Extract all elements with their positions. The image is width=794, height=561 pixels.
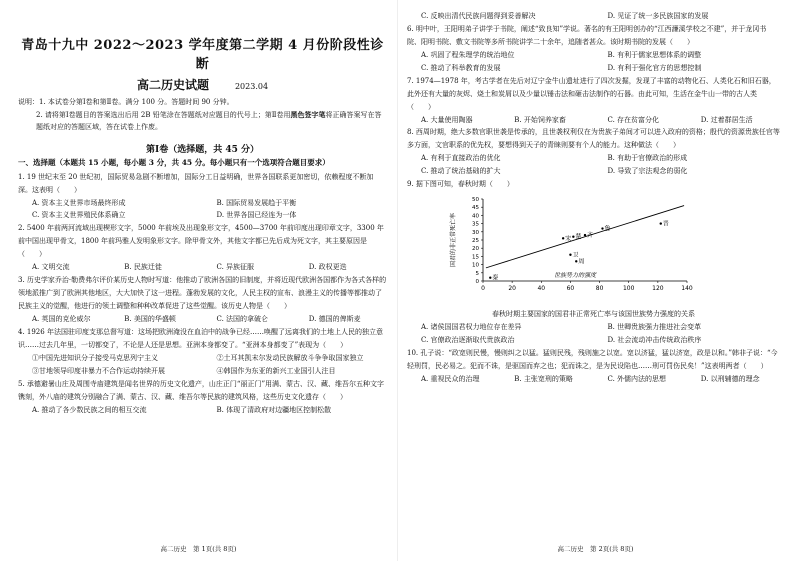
question-10-options <box>407 373 780 386</box>
y-tick-label: 15 <box>472 254 479 261</box>
question-3: 3. 历史学家乔治·勒费弗尔评价某历史人物时写道：他推动了欧洲各国的旧制度，并将近现代欧洲各国都作为各式各样的领地派推广到了欧洲其他地区，大大加快了这一进程。蓬勃发展的文化，人民主权的宣布、浪漫主义的传播等都推动了民族主义的觉醒，他进行的领土调整和种种改革促进了这些觉醒。该历史人物是（ ） <box>18 276 387 311</box>
data-point <box>601 227 603 229</box>
question-1: 1. 19 世纪末至 20 世纪初，国际贸易急剧不断增加，国际分工日益明确，世界各国联系更加密切，依赖程度不断加深。这表明（ ） <box>18 172 374 194</box>
y-tick-label: 10 <box>472 262 479 269</box>
option: C. 资本主义世界殖民体系确立 <box>32 211 126 220</box>
note-2-part-a: 2. 请将第Ⅰ卷题目的答案选出后用 2B 铅笔涂在答题纸对应题目的代号上；第Ⅱ卷用 <box>36 110 291 119</box>
question-6: 6. 明中叶，王阳明弟子讲学于书院，阐述“致良知”学说。著名的有王阳明创办的“江西濂溪学校之不建”，并于龙冈书院、阳明书院、敷文书院等多所书院讲学二十余年，追随者甚众。该时期书院的发展（ ） <box>407 24 767 46</box>
note-2-part-c: 将正确答案写在答题纸对应的答题区域，答在试卷上作废。 <box>36 110 382 131</box>
option: A. 文明交流 <box>32 263 70 272</box>
data-point <box>489 277 491 279</box>
x-tick-label: 60 <box>566 285 575 293</box>
option: A. 巩固了程朱理学的统治地位 <box>421 50 515 59</box>
option: C. 存在贫富分化 <box>607 115 660 124</box>
option: A. 重视民众的治理 <box>421 374 480 383</box>
exam-date: 2023.04 <box>234 82 269 91</box>
y-tick-label: 40 <box>472 213 479 220</box>
x-tick-label: 100 <box>622 285 635 293</box>
page-footer-left: 高二历史 第 1页(共 8页) <box>160 545 237 553</box>
option: C. 推动了科举教育的发展 <box>421 63 501 72</box>
note-line-1: 说明：1. 本试卷分第Ⅰ卷和第Ⅱ卷。满分 100 分。答题时间 90 分钟。 <box>18 98 234 106</box>
exam-subtitle <box>18 76 387 93</box>
option: ③甘地领导印度非暴力不合作运动持续开展 <box>32 366 165 375</box>
option: B. 有利于儒家思想体系的调整 <box>607 50 702 59</box>
question-4-options <box>18 352 387 378</box>
y-tick-label: 50 <box>472 197 479 204</box>
chart-svg <box>447 193 697 305</box>
data-point-label: 鲁 <box>604 225 611 233</box>
note-line-2 <box>18 109 387 134</box>
page-right <box>397 0 794 561</box>
option: D. 世界各国已经连为一体 <box>216 211 297 220</box>
question-9-options <box>407 321 780 347</box>
question-10: 10. 孔子说：“政宽则民慢，慢则纠之以猛。猛则民残，残则施之以宽。宽以济猛，猛以济宽，政是以和。”韩非子说：“今轻刑罚，民必易之。犯而不诛，是驱国而弃之也；犯而诛之，是为民设陷也……刑可罚伤民矣！”这表明两者（ ） <box>407 349 778 370</box>
option: A. 有利于直接政治的优化 <box>421 154 501 163</box>
data-point <box>660 223 662 225</box>
question-5-options <box>18 404 387 417</box>
option: ②土耳其凯末尔发动民族解放斗争争取国家独立 <box>216 353 364 362</box>
option: C. 外儒内法的思想 <box>607 374 667 383</box>
data-point <box>584 234 586 236</box>
x-tick-label: 140 <box>681 285 693 293</box>
option: D. 见证了统一多民族国家的发展 <box>607 12 709 20</box>
x-tick-label: 120 <box>652 285 664 293</box>
option: B. 国际贸易发展趋于平衡 <box>216 198 297 207</box>
question-4: 4. 1926 年法国驻印度支那总督写道：这场把欧洲淹没在血泊中的战争已经……唤醒了远离我们的土地上人民的独立意识……过去几年里，一切都变了，不论是人还是思想。亚洲本身都变了。“亚洲本身都变了”表现为（ ） <box>18 327 383 349</box>
x-tick-label: 80 <box>595 285 604 293</box>
x-tick-label: 20 <box>508 285 516 293</box>
data-point <box>575 260 577 262</box>
data-point <box>562 237 564 239</box>
option: B. 开始饲养家畜 <box>514 115 566 124</box>
option: D. 德国的俾斯麦 <box>308 314 361 323</box>
option: A. 推动了各少数民族之间的相互交流 <box>32 405 147 414</box>
option: ④韩国作为东亚的新兴工业国引人注目 <box>216 366 336 375</box>
question-9: 9. 据下图可知，春秋时期（ ） <box>407 180 514 189</box>
option: B. 世卿贵族强力推进社会变革 <box>607 323 702 332</box>
y-axis-label: 国君的非正常死亡率 <box>450 213 457 268</box>
data-point-label: 周 <box>578 258 585 266</box>
question-5: 5. 承德避暑山庄及周围寺庙建筑是闻名世界的历史文化遗产，山庄正门“丽正门”用满、蒙古、汉、藏、维吾尔五种文字镌刻，外八庙的建筑分别融合了满、蒙古、汉、藏、维吾尔等民族的建筑风格，这些历史文化遗存（ ） <box>18 379 385 401</box>
section-instruction: 一、选择题（本题共 15 小题，每小题 3 分，共 45 分。每小题只有一个选项符合题目要求） <box>18 157 330 167</box>
data-point-label: 宋 <box>565 235 572 243</box>
option: C. 官僚政治逐渐取代贵族政治 <box>421 336 515 345</box>
option: D. 有利于强化官方的思想控制 <box>607 63 702 72</box>
y-tick-label: 20 <box>472 246 479 253</box>
y-tick-label: 25 <box>472 238 479 245</box>
option: D. 导致了宗法观念的弱化 <box>607 167 688 176</box>
question-7-options <box>407 114 780 127</box>
note-2-bold: 黑色签字笔 <box>290 109 326 119</box>
chart-caption: 春秋时期主要国家的国君非正常死亡率与该国世族势力强度的关系 <box>492 310 695 319</box>
question-6-options <box>407 49 780 75</box>
option: C. 法国的拿破仑 <box>216 314 269 323</box>
option: D. 政权更迭 <box>308 263 347 272</box>
x-axis-label: 世族势力的强度 <box>553 272 597 280</box>
y-tick-label: 45 <box>472 205 479 212</box>
data-point-label: 秦 <box>492 274 499 282</box>
question-2: 2. 5400 年前两河流域出现楔形文字，5000 年前埃及出现象形文字，4500—3700 年前印度出现印章文字，3300 年前中国出现甲骨文，1800 年前玛雅人发明象形文字。除甲骨文外，其他文字都已先后成为死文字，其主要原因是（ ） <box>18 224 384 259</box>
option: D. 社会流动冲击传统政治秩序 <box>607 336 702 345</box>
option: B. 体现了清政府对边疆地区控制松散 <box>216 405 332 414</box>
data-point-label: 楚 <box>575 233 582 241</box>
data-point-label: 卫 <box>572 251 579 259</box>
data-point <box>569 254 571 256</box>
exam-title: 青岛十九中 2022～2023 学年度第二学期 4 月份阶段性诊断 <box>21 38 384 72</box>
option: B. 美国的华盛顿 <box>124 314 176 323</box>
x-tick-label: 40 <box>537 285 546 293</box>
subject-title: 高二历史试题 <box>136 78 209 92</box>
option: B. 有助于官僚政治的形成 <box>607 154 688 163</box>
option: C. 反映出清代民族问题得到妥善解决 <box>421 12 536 20</box>
option: C. 异族征服 <box>216 263 255 272</box>
data-point-label: 晋 <box>662 220 669 228</box>
question-5-options-cont <box>407 10 780 23</box>
question-8-options <box>407 152 780 178</box>
question-2-options <box>18 261 387 274</box>
option: ①中国先进知识分子接受马克思列宁主义 <box>32 353 158 362</box>
option: A. 资本主义世界市场最终形成 <box>32 198 126 207</box>
option: C. 推动了统治基础的扩大 <box>421 167 501 176</box>
data-point-label: 齐 <box>587 232 594 240</box>
question-3-options <box>18 313 387 326</box>
y-tick-label: 5 <box>475 270 479 277</box>
scatter-chart <box>447 193 780 309</box>
option: D. 以刑辅德的理念 <box>700 374 760 383</box>
section-heading: 第Ⅰ卷（选择题，共 45 分） <box>145 144 259 155</box>
option: A. 大量使用陶器 <box>421 115 473 124</box>
option: B. 主张宽刑的策略 <box>514 374 573 383</box>
question-1-options <box>18 197 387 223</box>
trend-line <box>486 206 684 268</box>
y-tick-label: 30 <box>472 229 479 236</box>
option: D. 过着群居生活 <box>700 115 753 124</box>
question-8: 8. 西周时期，绝大多数官职世袭是传承的，且世袭权利仅在为贵族子弟间才可以进入政府的资格；殷代的资源贵族任官等多方面，文官职系的优先权，要想得到天子的青睐则要有个人的能力。这种做法（ ） <box>407 128 780 150</box>
option: B. 民族迁徙 <box>124 263 162 272</box>
option: A. 诸侯国国君权力地位存在差异 <box>421 323 522 332</box>
data-point <box>572 236 574 238</box>
page-footer-right: 高二历史 第 2页(共 8页) <box>557 545 634 553</box>
y-tick-label: 35 <box>472 221 479 228</box>
question-7: 7. 1974—1978 年，考古学者在先后对辽宁金牛山遗址进行了四次发掘，发现了丰富的动物化石、人类化石和旧石器，此外还有大量的灰烬、烧土和炭屑以及少量以锤击法和砸击法制作的石器。由此可知，生活在金牛山一带的古人类（ ） <box>407 76 776 111</box>
option: A. 英国的克伦威尔 <box>32 314 91 323</box>
x-tick-label: 0 <box>481 285 485 293</box>
y-tick-label: 0 <box>475 279 479 286</box>
